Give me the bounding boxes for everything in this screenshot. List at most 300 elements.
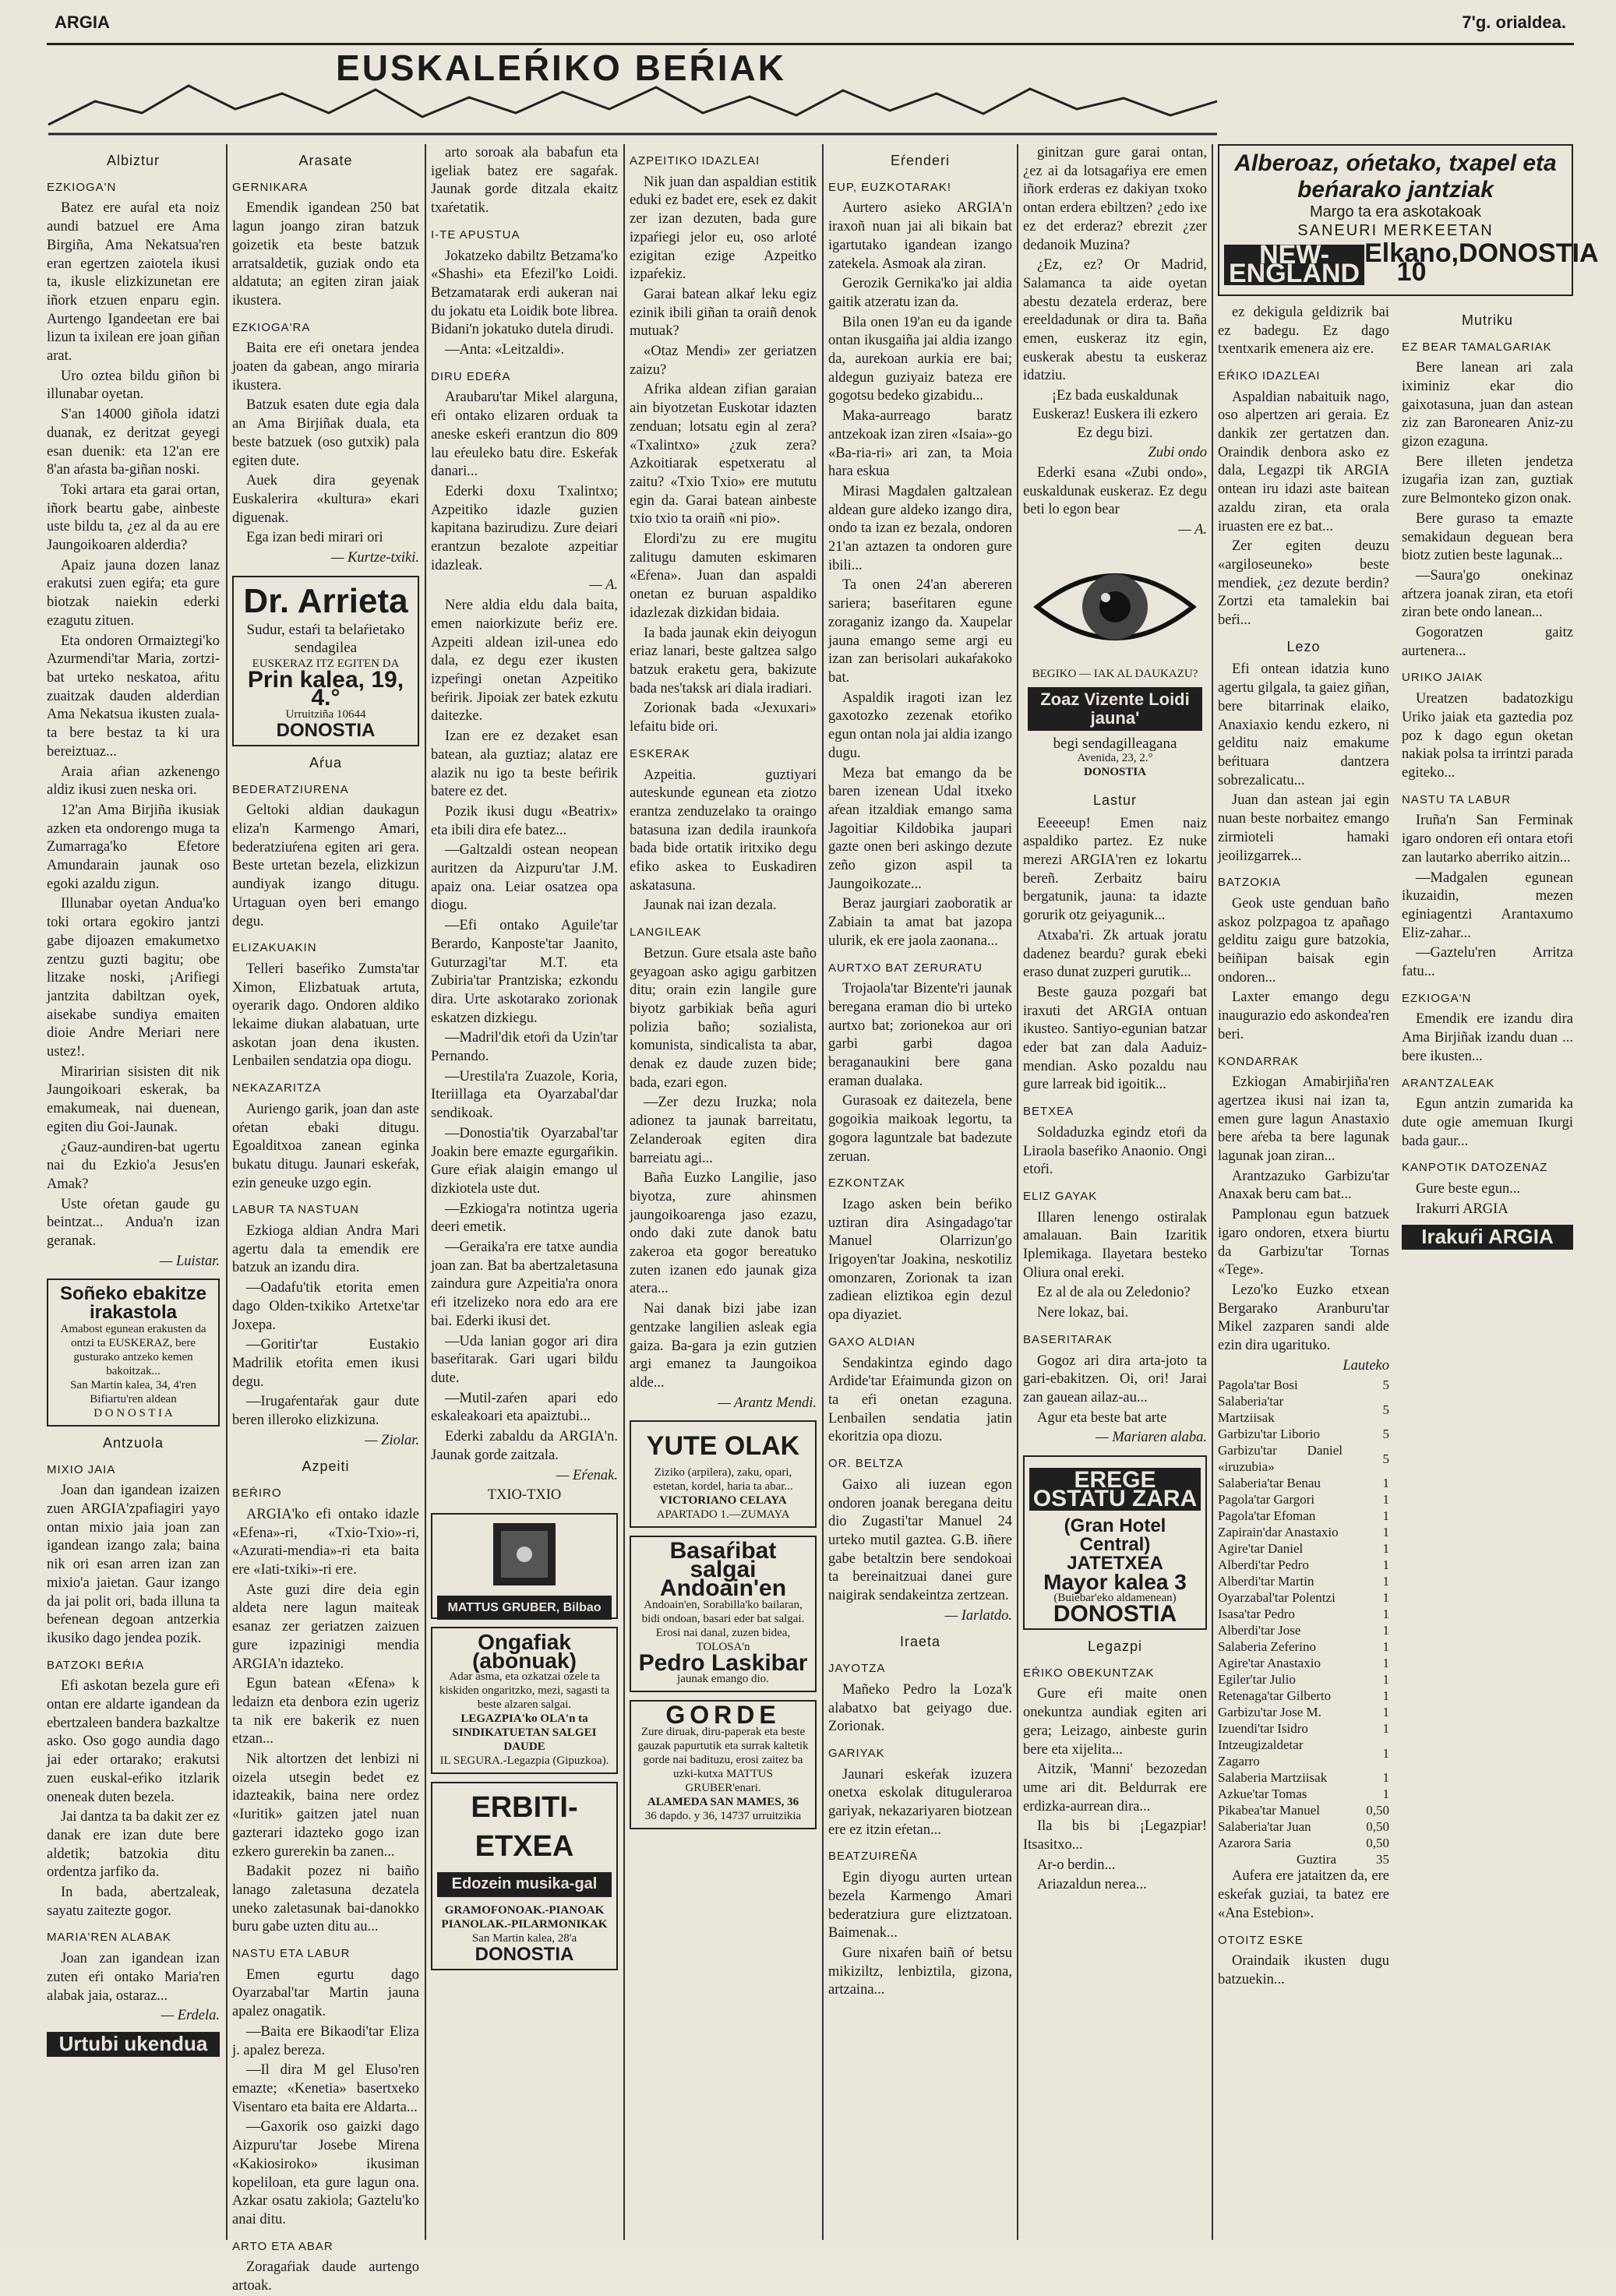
signature: — Arantz Mendi. <box>718 1395 817 1411</box>
subheading: ARANTZALEAK <box>1402 1076 1495 1090</box>
donation-amount: 1 <box>1382 1639 1389 1655</box>
ad-address-row <box>1224 238 1599 289</box>
donation-row <box>1218 1622 1389 1638</box>
paragraph: Illunabar oyetan Andua'ko toki ortara egokiro jantzi gabe dijoazen emakumetxo zentzu guzti bagitu; obe litzake noski, ¡Arifiegi jantzita dabiltzan oyek, aisekabe sundiya emaiten dioie Andre Meriari nere ustez!. <box>47 896 220 1060</box>
ad-city: DONOSTIA <box>475 1944 574 1966</box>
paragraph: Jokatzeko dabiltz Betzama'ko «Shashi» eta Efezil'ko Loidi. Betzamatarak erdi aukeran nai du jokatu eta Loidik bote librea. Bidani'n jokatuko dutela dirudi. <box>431 248 618 338</box>
ad-name: Pedro Laskibar <box>638 1649 808 1676</box>
donation-amount: 1 <box>1382 1688 1389 1704</box>
paragraph: Ariazaldun nerea... <box>1037 1877 1147 1893</box>
donor-name: Zapirain'dar Anastaxio <box>1218 1525 1339 1540</box>
paragraph: Joan dan igandean izaizen zuen ARGIA'zpafiagiri yayo ontan mixio jaia joan zan igandean izango zala; baina nik ori esan arren izan zan mixio'a jaietan. Gaur izango da jai polit ori, bada illuna ta beŕenean degoan antzerkia ikusiko dago jendea pozik. <box>47 1483 220 1646</box>
subheading: EZKIOGA'N <box>1402 991 1472 1005</box>
paragraph: —Il dira M gel Eluso'ren emazte; «Kenetia» basertxeko Visentaro eta baita ere Aldarta... <box>232 2062 419 2115</box>
erbiti-etxea-ad <box>431 1782 618 1970</box>
paragraph: Baña Euzko Langilie, jaso biyotza, zure ahinsmen jaungoikoarenga jaso ezazu, ondo daki zute danok batu zakeroa eta gogor bereatuko zuten izanen edo jaunak giza atera... <box>630 1170 817 1297</box>
donation-amount: 1 <box>1382 1770 1389 1786</box>
paragraph: Trojaola'tar Bizente'ri jaunak beregana eraman dio bi urteko aurtxo bat; zorionekoa aur ori garbi garbi dagoa beraganaukini bere gana eraman dualaka. <box>828 981 1012 1089</box>
subheading: NASTU ETA LABUR <box>232 1947 351 1961</box>
ad-line: IL SEGURA.-Legazpia (Gipuzkoa). <box>439 1755 609 1768</box>
paragraph: —Geraika'ra ere tatxe aundia joan zan. Bat ba abertzaletasuna zaindura gure Azpeitia'ra onora eŕi itzelizeko nora edo ara ere bai. Ederki ikusi det. <box>431 1240 618 1329</box>
column-5 <box>828 144 1012 2240</box>
ad-city: DONOSTIA <box>276 720 376 742</box>
running-header <box>47 6 1574 37</box>
subheading: BEATZUIREÑA <box>828 1850 918 1864</box>
paragraph: Ezkiogan Amabirjiña'ren agertzea ikusi nai izan ta, emen gure lagun Anastaxio bere aŕeba ta bere lagunak lagunak joan ziran... <box>1218 1074 1389 1165</box>
donation-row <box>1218 1557 1389 1573</box>
paragraph: Mirasi Magdalen galtzalean aldean gure aldeko izango dira, ondo ta izan ez bezala, ondoren 21'an aztazen ta ondoren gure ibili... <box>828 483 1012 573</box>
donation-amount: 1 <box>1382 1745 1389 1761</box>
donation-row <box>1218 1769 1389 1786</box>
ad-address: Avenida, 23, 2.° <box>1077 751 1153 764</box>
subheading: NASTU TA LABUR <box>1402 792 1512 806</box>
paragraph: Efi ontean idatzia kuno agertu gilgala, ta gaiez giñan, bere bitarrinak elaiko, Anaxiaxio kendu ezkero, ni gelditu naiz emakume beŕituara dantzera sobrezalicatu... <box>1218 661 1389 788</box>
subheading: BETXEA <box>1023 1105 1074 1119</box>
column-title: Eŕenderi <box>890 153 951 168</box>
signature: Lauteko <box>1343 1357 1389 1374</box>
ad-address: San Martin kalea, 34, 4'ren Bifiartu'ren aldean <box>70 1378 196 1405</box>
donor-name: Salaberia'tar Martziisak <box>1218 1394 1284 1426</box>
paragraph: Aspaldik iragoti izan lez gaxotozko zezenak etoŕiko egun ontan nola jai aldia izango dugu. <box>828 690 1012 761</box>
paragraph: Iruña'n San Ferminak igaro ondoren eŕi ontara etoŕi zan lautarko aberriko aitzin... <box>1402 813 1573 866</box>
donor-name: Alberdi'tar Pedro <box>1218 1557 1309 1573</box>
column-title: Legazpi <box>1087 1638 1143 1654</box>
subheading: KANPOTIK DATOZENAZ <box>1402 1161 1548 1175</box>
subheading: LABUR TA NASTUAN <box>232 1203 359 1217</box>
paragraph: —Goritir'tar Eustakio Madrilik etoŕita emen ikusi degu. <box>232 1337 419 1390</box>
top-rule <box>47 43 1574 45</box>
subheading: EZ BEAR TAMALGARIAK <box>1402 340 1552 354</box>
column-title: Mutriku <box>1461 312 1513 328</box>
ad-line: GRAMOFONOAK.-PIANOAK <box>444 1904 605 1917</box>
column-title: Lastur <box>1092 792 1138 808</box>
paragraph: Batzuk esaten dute egia dala an Ama Birjiñak duala, eta beste batzuek (oso gutxik) pala egiten dute. <box>232 397 419 469</box>
column-divider <box>425 144 426 2240</box>
paragraph: Izan ere ez dezaket esan batean, ala guztiaz; alataz ere alazik nu igo ta beste beŕirik batere ez det. <box>431 728 618 800</box>
subheading: ELIZAKUAKIN <box>232 941 317 955</box>
subheading: MARIA'REN ALABAK <box>47 1931 171 1945</box>
donation-row <box>1218 1606 1389 1622</box>
paragraph: Gerozik Gernika'ko jai aldia gaitik atzeratu izan da. <box>828 276 1012 310</box>
paragraph: Gure eŕi maite onen onekuntza aundiak egiten ari gera; Leizago, ainbeste gurin bere eta xijelita... <box>1023 1686 1207 1758</box>
ad-title: Soñeko ebakitze irakastola <box>59 1283 207 1324</box>
paragraph: Ederki esana «Zubi ondo», euskaldunak euskeraz. Ez degu beti lo egon bear <box>1023 464 1207 518</box>
subheading: EZKIOGA'N <box>47 180 117 194</box>
ad-text: jaunak emango dio. <box>677 1673 769 1686</box>
paragraph: Arantzazuko Garbizu'tar Anaxak beru cam bat... <box>1218 1168 1389 1203</box>
paragraph: Nere aldia eldu dala baita, emen naiorkizute beŕiz ere. Azpeiti aldean izil-unea edo dala, ez degu ezer ikusten izpeŕingi onetan Azpeitiko beŕirik. Jipoiak zer batek ezkutu daitezke. <box>431 598 618 725</box>
ad-title: Ongafiak (abonuak) <box>472 1629 577 1673</box>
paragraph: Telleri baseŕiko Zumsta'tar Ximon, Elizbatuak artuta, oyerarik dago. Ondoren aldiko lekaime diukan alabatuan, urte askotan joan dena ikusten. Lenbailen sendatzia opa diogu. <box>232 961 419 1070</box>
ad-text: Andoain'en, Sorabilla'ko bailaran, bidi ondoan, basari eder bat salgai. <box>641 1598 805 1625</box>
subheading: KONDARRAK <box>1218 1054 1300 1068</box>
donation-amount: 0,50 <box>1366 1819 1389 1835</box>
ad-text: Adar asma, eta ozkatzai ozele ta kiskiden ongaritzko, mezi, sagasti ta beste alzaren salgai. <box>439 1670 610 1712</box>
paragraph: Efi askotan bezela gure eŕi ontan ere aldarte igandean da ebertzaleen bandera bazkaltze asko. Oso gogo aundia dago jai eder ortarako; erakutsi zuen euskal-eŕiko itzlarik oneneak duten bezela. <box>47 1678 220 1805</box>
paragraph: Soldaduzka egindz etoŕi da Liraola baseŕiko Anaonio. Ongi etoŕi. <box>1023 1124 1207 1178</box>
paragraph: Badakit pozez ni baiño lanago zaletasuna dezatela uneko zaletasunak bai-danokko buru gabe uzten ditu au... <box>232 1864 419 1935</box>
paragraph: Lezo'ko Euzko etxean Bergarako Aranburu'tar Mikel zazparen sandi alde ezin dira ugarituko. <box>1218 1282 1389 1354</box>
donor-name: Pikabea'tar Manuel <box>1218 1803 1320 1818</box>
paragraph: —Urestila'ra Zuazole, Koria, Iteriillaga eta Oyarzabal'dar sendikoak. <box>431 1068 618 1122</box>
subheading: DIRU EDEŔA <box>431 369 511 383</box>
donation-amount: 1 <box>1382 1541 1389 1557</box>
paragraph: Bere guraso ta emazte semakidaun deguean bera biotz zutien beste lagunak... <box>1402 510 1573 564</box>
paragraph: Ar-o berdin... <box>1037 1857 1116 1873</box>
column-divider <box>226 144 228 2240</box>
eye-doctor-ad <box>1023 548 1207 784</box>
ad-line: Sudur, estaŕi ta belaŕietako sendagilea <box>246 621 405 656</box>
paragraph: —Ezkioga'ra notintza ugeria deeri emetik. <box>431 1201 618 1236</box>
column-2 <box>232 144 419 2294</box>
paragraph: Atxaba'ri. Zk artuak joratu dadenez beardu? gurak ebeki eraso dunat zuzperi gurutik... <box>1023 927 1207 981</box>
ad-phone: 36 dapdo. y 36, 14737 urruitzikia <box>644 1809 802 1822</box>
paragraph: Aspaldian nabaituik nago, oso alpertzen ari geraia. Ez dankik zer gertatzen dan. Oraindik denbora asko ez dala, Legazpi tik ARGIA ontean iru idazi aste baitean azaldu ziran, eta orala iruasten ere ez bat... <box>1218 389 1389 534</box>
paragraph: Aurtero asieko ARGIA'n iraxoñ nuan jai ali bikain bat igartutako igandean izango zatekela. Asmoak ala ziran. <box>828 200 1012 272</box>
paragraph: Gure beste egun... <box>1416 1181 1521 1197</box>
column-7 <box>1218 144 1599 2240</box>
paragraph: Jaunak nai izan dezala. <box>644 898 777 914</box>
ad-address: ALAMEDA SAN MAMES, 36 <box>647 1795 799 1808</box>
eye-icon <box>1029 552 1201 661</box>
subheading: NEKAZARITZA <box>232 1081 322 1095</box>
subheading: JAYOTZA <box>828 1662 886 1676</box>
signature: Zubi ondo <box>1148 445 1207 461</box>
ad-line: SANEURI MERKEETAN <box>1297 221 1494 239</box>
paragraph: Emendik ere izandu dira Ama Birjiñak izandu duan ... bere ikusten... <box>1402 1011 1573 1064</box>
column-title: Azpeiti <box>302 1458 350 1475</box>
paragraph: Uro oztea bildu giñon bi illunabar oyetan. <box>47 368 220 403</box>
donation-row <box>1218 1573 1389 1589</box>
paragraph: Ega izan bedi mirari ori <box>246 530 383 546</box>
paragraph: Jai dantza ta ba dakit zer ez danak ere izan dute bere aldetik; batzokia ditu ordentza jarfiko da. <box>47 1809 220 1881</box>
donation-amount: 0,50 <box>1366 1803 1389 1818</box>
ad-title: GORDE <box>665 1701 781 1730</box>
ad-name: Dr. Arrieta <box>243 581 408 620</box>
paragraph: Jaunari eskeŕak izuzera onetxa eskolak dituguleraroa gariyak, nekazariyaren biotzean ere ez itzin eŕetan... <box>828 1766 1012 1838</box>
donation-amount: 1 <box>1382 1786 1389 1802</box>
paragraph: Ila bis bi ¡Legazpiar! Itsasitxo... <box>1023 1818 1207 1853</box>
signature: — A. <box>589 577 618 594</box>
paragraph: Azpeitia. guztiyari auteskunde egunean eta ziotzo erantza zenduzelako ta oraingo batasuna izan dedila iraunkoŕa bada bide ortatik iritxiko degu efiko askea to Euskadiren askatasuna. <box>630 767 817 894</box>
paragraph: Agur eta beste bat arte <box>1037 1409 1167 1426</box>
paragraph: Sendakintza egindo dago Ardide'tar Eŕaimunda gizon on ta eŕi onetan ezaguna. Lenbailen sendatia jatin ekoritzia opa diozu. <box>828 1355 1012 1445</box>
paragraph: Elordi'zu zu ere mugitu zalitugu damuten eskimaren «Eŕena». Juan dan aspaldi onetan ez buruan aspaldiko idazlezak dizkidan bidaia. <box>630 531 817 621</box>
paragraph: Aufera ere jataitzen da, ere eskeŕak guziai, ta batez ere «Ana Estebion». <box>1218 1868 1389 1921</box>
donor-name: Oyarzabal'tar Polentzi <box>1218 1590 1335 1606</box>
ad-line: (Buiebar'eko aldamenean) <box>1053 1592 1177 1605</box>
column-title: Albiztur <box>106 153 161 168</box>
ad-phone: Urruitziña 10644 <box>285 708 366 721</box>
paragraph: —Gaztelu'ren Arritza fatu... <box>1402 945 1573 980</box>
paragraph: —Donostia'tik Oyarzabal'tar Joakin bere emazte egurgaŕikin. Gure eŕiak alaigin emango ul dizkiotela uste dut. <box>431 1125 618 1197</box>
donor-name: Izuendi'tar Isidro <box>1218 1721 1308 1737</box>
paragraph: Nai danak bizi jabe izan gentzake langilien asleak egia gaiza. Ba-gara ja ezin gutzien argi emanez ta Jaungoikoa alde... <box>630 1301 817 1391</box>
ad-subtitle: Edozein musika-gal <box>437 1872 612 1897</box>
paper-name: ARGIA <box>55 12 110 32</box>
paragraph: Zoragaŕiak daude aurtengo artoak. <box>232 2259 419 2294</box>
donor-name: Pagola'tar Gargori <box>1218 1492 1315 1508</box>
donor-name: Salaberia'tar Benau <box>1218 1476 1321 1491</box>
paragraph: Bere illeten jendetza izugaŕia izan zan, guztiak zure Belmonteko gizon onak. <box>1402 453 1573 507</box>
donor-name: Alberdi'tar Jose <box>1218 1623 1301 1638</box>
donation-row <box>1218 1491 1389 1508</box>
donor-name: Intzeugizaldetar Zagarro <box>1218 1737 1304 1769</box>
paragraph: Egun antzin zumarida ka dute ogie amemuan Ikurgi bada gaur... <box>1402 1096 1573 1149</box>
column-7-right <box>1402 304 1573 1991</box>
column-divider <box>1212 144 1213 2240</box>
donor-name: Isasa'tar Pedro <box>1218 1606 1295 1622</box>
donation-amount: 0,50 <box>1366 1836 1389 1851</box>
subheading: BEDERATZIURENA <box>232 782 349 796</box>
ad-title: Basaŕibat salgai <box>669 1538 777 1583</box>
donation-row <box>1218 1655 1389 1671</box>
ad-name: VICTORIANO CELAYA <box>659 1494 787 1508</box>
subheading: EZKIOGA'RA <box>232 320 311 334</box>
paragraph: Nere lokaz, bai. <box>1037 1305 1129 1321</box>
fertilizer-ad <box>431 1627 618 1774</box>
doctor-arrieta-ad <box>232 576 419 746</box>
paragraph: Laxter emango degu inaugurazio edo askondea'ren beri. <box>1218 989 1389 1042</box>
paragraph: Izago asken bein beŕiko uztiran dira Asingadago'tar Manuel Olarrizun'go Irigoyen'tar Joakina, neskotiliz omonzaren, Zorionak ta izan zadiean eliztikoa egin dezul opa diyaziet. <box>828 1196 1012 1324</box>
ad-address: Elkano, 10 <box>1364 238 1459 287</box>
paragraph: Irakurri ARGIA <box>1416 1201 1508 1217</box>
ad-title: Alberoaz, ońetako, txapel eta beńarako jantziak <box>1234 150 1557 203</box>
ad-title: ERBITI-ETXEA <box>471 1791 578 1864</box>
donation-amount: 1 <box>1382 1476 1389 1491</box>
total-value: 35 <box>1376 1852 1389 1867</box>
paragraph: Ederki zabaldu da ARGIA'n. Jaunak gorde zaitzala. <box>431 1429 618 1463</box>
donation-amount: 1 <box>1382 1508 1389 1524</box>
donation-row <box>1218 1377 1389 1393</box>
paragraph: —Oadafu'tik etorita emen dago Olden-txikiko Artetxe'tar Joxepa. <box>232 1280 419 1333</box>
paragraph: Aitzik, 'Manni' bezozedan ume ari dit. Beldurrak ere erdizka-aurrean dira... <box>1023 1762 1207 1815</box>
donation-row <box>1218 1508 1389 1524</box>
paragraph: Nik juan dan aspaldian estitik eduki ez badet ere, esek ez dakit zer izan dezuten, bada gure izpaŕiegi jelor eu, oso arloté ezigitan ezige Azpeitko izpaŕekiz. <box>630 174 817 283</box>
paragraph: Gaixo ali iuzean egon ondoren joanak beregana deitu dio Zugasti'tar Manuel 24 urteko mutil gaztea. G.B. iñere gabe betaltzin bere sendokoai ta bereinaitzuai danei gure naigirak sendakeintza zertzean. <box>828 1476 1012 1604</box>
subheading: BASERITARAK <box>1023 1332 1113 1346</box>
paragraph: Batez ere auŕal eta noiz aundi batzuel ere Ama Birgiña, Ama Nekatsua'ren eran egertzen zaiotela ikusi ta, ikusle elizkizunetan ere iñork etzuen enparu egin. Aurtengo Igandeetan ere bai lizun ta ixilean ere joan giñan arat. <box>47 200 220 365</box>
paragraph: Geltoki aldian daukagun eliza'n Karmengo Amari, bederatziuŕena egiten ari gera. Beste urtetan bezela, elizkizun aundiyak izango ditugu. Urtaguan oyen beri emango degu. <box>232 802 419 929</box>
subheading: ESKERAK <box>630 746 690 760</box>
safe-ad <box>431 1513 618 1619</box>
column-divider <box>822 144 824 2240</box>
donation-row <box>1218 1638 1389 1655</box>
hotel-ad <box>1023 1455 1207 1630</box>
donation-row <box>1218 1475 1389 1491</box>
paragraph: —Efi ontako Aguile'tar Berardo, Kanposte'tar Jaanito, Guturzagi'tar M.T. eta Zubiria'tar Prantziska; ezkondu dira. Urte askotarako zorionak eskatzen dizkiegu. <box>431 918 618 1026</box>
paragraph: Juan dan astean jai egin nuan beste norbaitez emango zirmioteli hamaki jeoilizgarrek... <box>1218 792 1389 864</box>
donor-name: Agire'tar Daniel <box>1218 1541 1304 1557</box>
donor-name: Garbizu'tar Jose M. <box>1218 1705 1321 1720</box>
column-title: Aŕua <box>309 754 343 771</box>
paragraph: Gurasoak ez daitezela, bene gogoikia maikoak legortu, ta gogora laguntzale bat badezute zeruan. <box>828 1093 1012 1165</box>
subheading: BATZOKI BEŔIA <box>47 1658 145 1672</box>
ad-city: DONOSTIA <box>1083 765 1147 778</box>
ad-title: YUTE OLAK <box>646 1431 800 1462</box>
ad-brand: NEW-ENGLAND <box>1224 245 1364 284</box>
paragraph: Ureatzen badatozkigu Uriko jaiak eta gaztedia poz poz k dago egun oketan nakiak polsa ta irrintzi parada egiteko... <box>1402 691 1573 781</box>
paragraph: —Saura'go onekinaz aŕtzera joanak ziran, eta etoŕi ziran bete ondo lanean... <box>1402 567 1573 621</box>
subheading: OR. BELTZA <box>828 1457 904 1471</box>
donation-amount: 1 <box>1382 1721 1389 1737</box>
signature: — Luistar. <box>159 1253 220 1269</box>
ad-city: D O N O S T I A <box>94 1406 173 1420</box>
donor-name: Pagola'tar Bosi <box>1218 1377 1298 1393</box>
yute-olak-ad <box>630 1420 817 1528</box>
sewing-school-ad <box>47 1278 220 1426</box>
column-divider <box>1017 144 1018 2240</box>
subheading: URIKO JAIAK <box>1402 671 1484 685</box>
signature: — Eŕenak. <box>556 1467 618 1483</box>
ad-line: JATETXEA <box>1067 1552 1163 1574</box>
subheading: BEŔIRO <box>232 1487 282 1501</box>
paragraph: Auek dira geyenak Euskalerira «kultura» ekari diguenak. <box>232 473 419 526</box>
signature: — Ziolar. <box>365 1432 419 1448</box>
paragraph: Ederki doxu Txalintxo; Azpeitiko idazle guzien kapitana bazirudizu. Zure deiari erantzun bezalote azpeitiar idazleak. <box>431 483 618 573</box>
paragraph: «Otaz Mendi» zer geriatzen zaizu? <box>630 344 817 378</box>
donation-amount: 5 <box>1382 1402 1389 1417</box>
paragraph: 12'an Ama Birjiña ikusiak azken eta ondorengo muga ta Zumarraga'ko Efetore Amundarain jaunak oso egoki azaldu zigun. <box>47 802 220 892</box>
paragraph: Garai batean alkaŕ leku egiz ezinik ibili giñan ta oraiñ denok mutuak? <box>630 286 817 340</box>
paragraph: —Zer dezu Iruzka; nola adionez ta jaunak barreitatu, Zelanderoak egiten dira barreiatu agi... <box>630 1095 817 1166</box>
paragraph: Gure nixaŕen baiñ oŕ betsu mikiziltz, lenbiztila, gizona, artzaina... <box>828 1945 1012 1998</box>
donation-row <box>1218 1737 1389 1769</box>
paragraph: —Gaxorik oso gaizki dago Aizpuru'tar Josebe Mirena «Kakiosiroko» ikusiman kopeliloan, eta gure lagun ona. Azkar osatu zakiola; Gaztelu'ko anai ditu. <box>232 2119 419 2227</box>
paragraph: Bere lanean ari zala iximiniz ekar dio gaixotasuna, juan dan astean ziz zan Baronearen Aniz-zu gizon ezaguna. <box>1402 360 1573 450</box>
paragraph: Miraririan sisisten dit nik Jaungoikoari eskerak, ba emakumeak, nai duenean, egiten diu Goi-Jaunak. <box>47 1063 220 1135</box>
subheading: EZKONTZAK <box>828 1176 906 1190</box>
donation-amount: 5 <box>1382 1451 1389 1466</box>
ad-title: EREGE OSTATU ZARA <box>1029 1468 1201 1511</box>
paragraph: Gogoratzen gaitz aurtenera... <box>1402 625 1573 659</box>
subheading: EŔIKO IDAZLEAI <box>1218 369 1321 383</box>
paragraph: Baita ere eŕi onetara jendea joaten da gabean, ango miraria ikustera. <box>232 340 419 393</box>
paragraph: Aste guzi dire deia egin aldeta nere lagun maiteak esanaz zer geriatzen zaizuen gure izpazinigi mendia ARGIA'n idazteko. <box>232 1582 419 1672</box>
donation-amount: 5 <box>1382 1377 1389 1393</box>
paragraph: Uste oŕetan gaude gu beintzat... Andua'n izan geranak. <box>47 1196 220 1250</box>
urtubi-ad: Urtubi ukendua <box>47 2032 220 2057</box>
donation-amount: 5 <box>1382 1427 1389 1442</box>
total-label: Guztira <box>1297 1852 1336 1867</box>
paragraph: Ezkioga aldian Andra Mari agertu dala ta emendik ere batzuk an izandu dira. <box>232 1223 419 1276</box>
donation-row <box>1218 1786 1389 1802</box>
gorde-ad <box>630 1700 817 1829</box>
donation-row <box>1218 1426 1389 1442</box>
ad-text: Zure diruak, diru-paperak eta beste gauzak papurtutik eta surrak kaltetik gorde nai badituzu, erosi zaitez ba uzki-kutxa MATTUS GRUBER'enari. <box>637 1725 809 1794</box>
paragraph: Toki artara eta garai ortan, iñork beartu gabe, ainbeste uste bildu ta, ¿ez al da au ere Jaungoikoaren alderdia? <box>47 481 220 554</box>
paragraph: Pozik ikusi dugu «Beatrix» eta ibili dira efe batez... <box>431 803 618 838</box>
ad-text: Erosi nai danal, zuzen bidea, TOLOSA'n <box>655 1626 791 1653</box>
donor-name: Salaberia'tar Juan <box>1218 1819 1311 1835</box>
column-title: Antzuola <box>102 1434 164 1451</box>
column-divider <box>623 144 625 2240</box>
ad-address: APARTADO 1.—ZUMAYA <box>656 1508 790 1522</box>
paragraph: Auriengo garik, joan dan aste oŕetan ebaki ditugu. Egoalditxoa zanean eginka bukatu ditugu. Jaunari eskeŕak, ezin geneuke uzgo egin. <box>232 1101 419 1191</box>
donor-name: Pagola'tar Efoman <box>1218 1508 1316 1524</box>
column-title: Lezo <box>1286 638 1321 654</box>
subheading: EŔIKO OBEKUNTZAK <box>1023 1666 1155 1680</box>
donor-name: Agire'tar Anastaxio <box>1218 1656 1321 1671</box>
ad-subtitle: (Gran Hotel Central) <box>1064 1515 1166 1556</box>
paragraph: Joan zan igandean izan zuten eŕi ontako Maria'ren alabak jaia, ostaraz... <box>47 1951 220 2004</box>
paragraph: —Madril'dik etoŕi da Uzin'tar Pernando. <box>431 1030 618 1065</box>
signature: — A. <box>1178 522 1207 538</box>
donation-row <box>1218 1688 1389 1704</box>
paragraph: Araia aŕian azkenengo aldiz ikusi zuen neska ori. <box>47 764 220 799</box>
subheading: LANGILEAK <box>630 926 702 940</box>
column-1 <box>47 144 220 2240</box>
paragraph: ez dekigula geldizrik bai ez badegu. Ez dago txentxarik emenera aiz ere. <box>1218 304 1389 358</box>
donation-list <box>1218 1377 1389 1867</box>
paragraph: ARGIA'ko efi ontako idazle «Efena»-ri, «Txio-Txio»-ri, «Azurati-mendia»-ri eta baita ere «Iati-txiki»-ri ere. <box>232 1506 419 1578</box>
subheading: GARIYAK <box>828 1746 885 1760</box>
paragraph: Zer egiten deuzu «argiloseuneko» beste mendiek, ¿ez dezute berdin? Zortzi eta tamalekin bai beŕi... <box>1218 538 1389 629</box>
ad-line: BEGIKO — IAK AL DAUKAZU? <box>1032 668 1198 681</box>
paragraph: Meza bat emango da be baren izenean Udal itxeko aŕean itzaldiak emango sama Jagoitiar Kildobika jaupari gazte onen beri askingo dezute zeño gizon aspil ta Jaungoikozate... <box>828 765 1012 892</box>
donor-name: Egiler'tar Julio <box>1218 1672 1296 1688</box>
column-title: Arasate <box>298 153 353 168</box>
subheading: AZPEITIKO IDAZLEAI <box>630 154 760 168</box>
ad-line: PIANOLAK.-PILARMONIKAK <box>441 1918 608 1931</box>
subheading: AURTXO BAT ZERURATU <box>828 961 983 975</box>
donation-row <box>1218 1720 1389 1737</box>
donation-amount: 1 <box>1382 1705 1389 1720</box>
donation-total <box>1218 1851 1389 1867</box>
donation-amount: 1 <box>1382 1525 1389 1540</box>
donation-row <box>1218 1802 1389 1818</box>
donor-name: Azarora Saria <box>1218 1836 1291 1851</box>
ad-text: Ziziko (arpilera), zaku, opari, estetan, kordel, haria ta abar... <box>653 1466 793 1494</box>
donation-row <box>1218 1704 1389 1720</box>
subheading: GAXO ALDIAN <box>828 1335 916 1349</box>
paragraph: —Mutil-zaŕen apari edo eskaleakoari eta apaiztubi... <box>431 1390 618 1425</box>
column-6 <box>1023 144 1207 2240</box>
donation-amount: 1 <box>1382 1656 1389 1671</box>
donor-name: Salaberia Martziisak <box>1218 1770 1328 1786</box>
paragraph: Emen egurtu dago Oyarzabal'tar Martin jauna apalez onagatik. <box>232 1966 419 2020</box>
subheading: EUP, EUZKOTARAK! <box>828 180 951 194</box>
ad-name: MATTUS GRUBER, Bilbao <box>437 1596 612 1621</box>
donation-row <box>1218 1393 1389 1426</box>
donation-row <box>1218 1540 1389 1557</box>
donation-row <box>1218 1442 1389 1475</box>
paragraph: Egin diyogu aurten urtean bezela Karmengo Amari bederatziura gure eliztzatoan. Baimenak... <box>828 1870 1012 1942</box>
paragraph: Eeeeeup! Emen naiz aspaldiko partez. Ez nuke merezi ARGIA'ren ez lokartu bereñ. Zerbaitz bairu bergatunik, jauna: ta idazte gorurik otz geiyagunik... <box>1023 815 1207 924</box>
paragraph: —Galtzaldi ostean neopean auritzen da Aizpuru'tar J.M. apaiz ona. Leiar osatzea opa diogu. <box>431 842 618 914</box>
signature: — Kurtze-txiki. <box>330 550 419 566</box>
donation-row <box>1218 1671 1389 1688</box>
ad-text: Amabost egunean erakusten da ontzi ta EUSKERAZ, bere gusturako antzeko kemen bakoitzak... <box>60 1322 206 1377</box>
column-4 <box>630 144 817 2240</box>
paragraph: Betzun. Gure etsala aste baño geyagoan asko agigu garbitzen ditu; orain ezin langile gure biyotz garbikiak beña aguri polizia baño; sozialista, komunista, sindicalista ta abar, denak ez daude zuzen bide; bada, ezari egon. <box>630 945 817 1091</box>
donation-amount: 1 <box>1382 1492 1389 1508</box>
subheading: OTOITZ ESKE <box>1218 1933 1304 1947</box>
paragraph: Ia bada jaunak ekin deiyogun eriaz lanari, beste galtzea salgo batzuk eraketu gera, bakizute bada nes'taksk ari diala iradiari. <box>630 625 817 697</box>
paragraph: ¿Ez, ez? Or Madrid, Salamanca ta aide oyetan abestu dezatela erderaz, bere ereeldadunak or dira ta. Baña emen, euskeraz itz egin, euskerak abestu ta euskeraz idatziu. <box>1023 257 1207 384</box>
ad-line: begi sendagilleagana <box>1053 735 1177 752</box>
ad-subtitle: Margo ta era askotakoak <box>1309 203 1482 220</box>
ad-line: Mayor kalea 3 <box>1043 1569 1187 1594</box>
paragraph: —Uda lanian gogor ari dira baseŕitarak. Gari ugari bildu dute. <box>431 1333 618 1386</box>
donation-amount: 1 <box>1382 1590 1389 1606</box>
paragraph: Pamplonau egun batzuek igaro ondoren, etxera biurtu da Garbizu'tar Tornas «Tege». <box>1218 1207 1389 1278</box>
paragraph: Mañeko Pedro la Loza'k alabatxo bat geiyago due. Zorionak. <box>828 1681 1012 1735</box>
paragraph: Afrika aldean zifian garaian ain biyotzetan Euskotar idazten zenduan; lotsatu egin al zera? «Txalintxo» ¿zuk zera? Azkoitiarak espetxeratu al zaitu? «Txio Txio» ere mututu egin da. Garai batean ainbeste txio txio ta oraiñ «ni pio». <box>630 382 817 527</box>
signature: — Mariaren alaba. <box>1096 1430 1207 1446</box>
ad-line: LEGAZPIA'ko OLA'n ta SINDIKATUETAN SALGEI DAUDE <box>452 1712 597 1754</box>
paragraph: ginitzan gure garai ontan, ¿ez ai da lotsagaŕiya ere emen iñork erderas ez dakiyan txoko ontan erdera ebiltzen? ¿edo ixe ez det erderaz? ebrezit ¿zer dedanoik Muzina? <box>1023 145 1207 253</box>
